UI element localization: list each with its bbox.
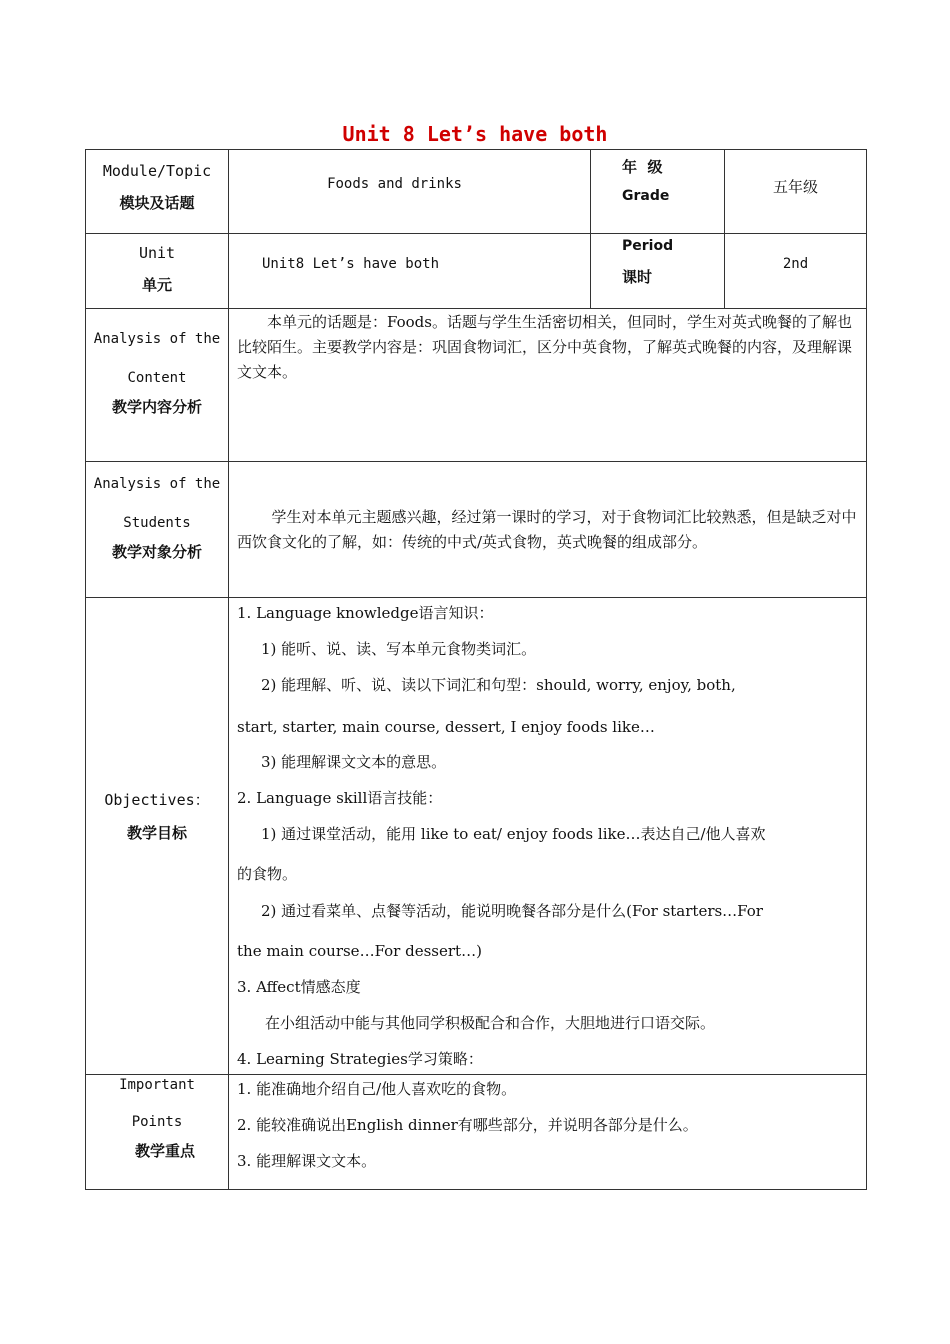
module-value-cell <box>229 150 591 234</box>
grade-value: 五年级 <box>772 178 818 196</box>
objectives-item: the main course…For dessert…) <box>237 942 482 960</box>
grade-label-en: Grade <box>622 188 670 204</box>
objectives-item: 3) 能理解课文文本的意思。 <box>261 753 447 771</box>
period-label-cell <box>591 234 725 309</box>
objectives-item: 在小组活动中能与其他同学积极配合和合作，大胆地进行口语交际。 <box>265 1014 716 1032</box>
objectives-item: 的食物。 <box>237 865 298 883</box>
grade-label-cell <box>591 150 725 234</box>
important-points-row <box>86 1075 867 1190</box>
module-label-cn: 模块及话题 <box>119 194 195 212</box>
module-label-cell <box>86 150 229 234</box>
content-label-en-1: Analysis of the <box>93 331 221 347</box>
content-label-cn: 教学内容分析 <box>111 398 202 416</box>
period-label-en: Period <box>622 238 674 254</box>
page-title: Unit 8 Let’s have both <box>342 122 608 146</box>
content-label-cell <box>86 309 229 462</box>
objectives-heading-strategies: 4. Learning Strategies学习策略： <box>237 1050 483 1068</box>
content-text-cell <box>229 309 867 462</box>
points-item: 2. 能较准确说出English dinner有哪些部分，并说明各部分是什么。 <box>237 1116 698 1134</box>
lesson-plan-table <box>85 149 867 1190</box>
content-label-en-2: Content <box>127 370 187 386</box>
period-value-cell <box>725 234 867 309</box>
points-label-en-1: Important <box>119 1077 195 1093</box>
objectives-item: 1) 能听、说、读、写本单元食物类词汇。 <box>261 640 537 658</box>
objectives-label-cn: 教学目标 <box>126 824 187 842</box>
module-value: Foods and drinks <box>327 176 462 192</box>
module-row <box>86 150 867 234</box>
unit-label-cell <box>86 234 229 309</box>
students-text-cell <box>229 462 867 598</box>
points-text-cell <box>229 1075 867 1190</box>
objectives-text-cell <box>229 598 867 1075</box>
content-text: 本单元的话题是：Foods。话题与学生生活密切相关，但同时，学生对英式晚餐的了解也比较陌生。主要教学内容是：巩固食物词汇，区分中英食物，了解英式晚餐的内容，及理解课文文本。 <box>237 313 853 381</box>
objectives-item: 1) 通过课堂活动，能用 like to eat/ enjoy foods like…表达自己/他人喜欢 <box>261 825 766 843</box>
objectives-item: 2) 通过看菜单、点餐等活动，能说明晚餐各部分是什么(For starters…For <box>261 902 763 920</box>
module-label-en: Module/Topic <box>102 162 212 180</box>
objectives-heading-skill: 2. Language skill语言技能： <box>237 789 443 807</box>
objectives-row <box>86 598 867 1075</box>
students-analysis-row <box>86 462 867 598</box>
students-label-en-1: Analysis of the <box>93 476 221 492</box>
unit-label-en: Unit <box>138 244 176 262</box>
objectives-item: start, starter, main course, dessert, I enjoy foods like… <box>237 718 655 736</box>
grade-label-cn: 年 级 <box>622 158 663 176</box>
students-label-cell <box>86 462 229 598</box>
objectives-heading-affect: 3. Affect情感态度 <box>237 978 361 996</box>
objectives-item: 2) 能理解、听、说、读以下词汇和句型：should, worry, enjoy, both, <box>261 676 736 694</box>
students-label-en-2: Students <box>123 515 191 531</box>
grade-value-cell <box>725 150 867 234</box>
unit-value: Unit8 Let’s have both <box>262 256 440 272</box>
students-label-cn: 教学对象分析 <box>111 543 202 561</box>
unit-label-cn: 单元 <box>141 276 172 294</box>
period-value: 2nd <box>782 256 809 272</box>
objectives-heading-knowledge: 1. Language knowledge语言知识： <box>237 604 494 622</box>
objectives-label-en: Objectives： <box>104 791 210 809</box>
points-item: 1. 能准确地介绍自己/他人喜欢吃的食物。 <box>237 1080 517 1098</box>
points-label-en-2: Points <box>131 1114 183 1130</box>
period-label-cn: 课时 <box>622 268 653 286</box>
points-label-cn: 教学重点 <box>134 1142 195 1160</box>
content-analysis-row <box>86 309 867 462</box>
points-item: 3. 能理解课文文本。 <box>237 1152 377 1170</box>
points-label-cell <box>86 1075 229 1190</box>
unit-value-cell <box>229 234 591 309</box>
students-text: 学生对本单元主题感兴趣，经过第一课时的学习，对于食物词汇比较熟悉，但是缺乏对中西饮食文化的了解，如：传统的中式/英式食物，英式晚餐的组成部分。 <box>237 508 857 551</box>
objectives-label-cell <box>86 598 229 1075</box>
unit-row <box>86 234 867 309</box>
